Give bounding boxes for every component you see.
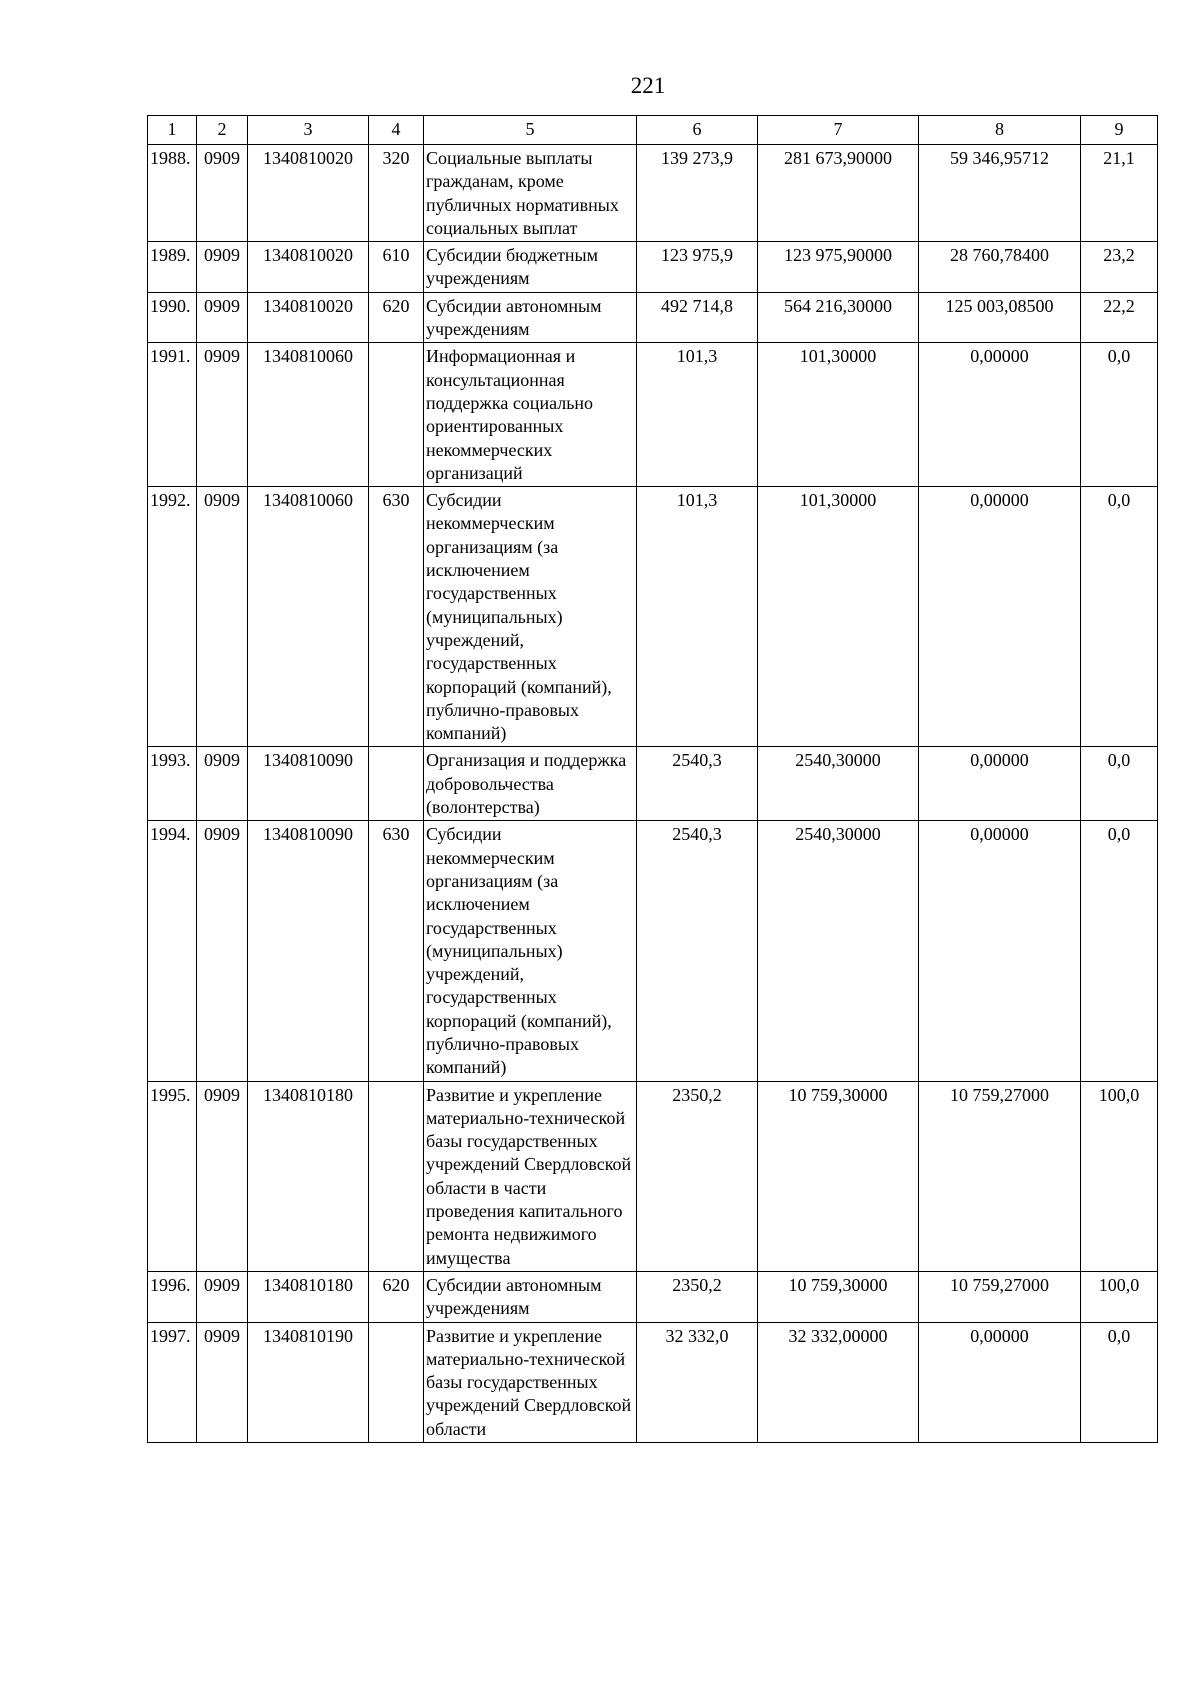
row-number: 1988. xyxy=(148,145,197,242)
target-code: 1340810020 xyxy=(248,145,369,242)
value-col-8: 10 759,27000 xyxy=(919,1271,1081,1322)
row-number: 1992. xyxy=(148,487,197,747)
table-row xyxy=(148,1322,1158,1442)
expense-type: 620 xyxy=(369,292,424,343)
value-col-6: 2540,3 xyxy=(637,747,758,821)
value-col-6: 2540,3 xyxy=(637,821,758,1081)
column-header: 1 xyxy=(148,116,197,145)
table-row xyxy=(148,242,1158,293)
value-col-7: 101,30000 xyxy=(758,343,919,487)
value-col-6: 2350,2 xyxy=(637,1081,758,1271)
expense-type: 610 xyxy=(369,242,424,293)
section-code: 0909 xyxy=(197,1271,248,1322)
expense-type xyxy=(369,343,424,487)
budget-table xyxy=(147,115,1158,1443)
value-col-6: 139 273,9 xyxy=(637,145,758,242)
value-col-8: 10 759,27000 xyxy=(919,1081,1081,1271)
target-code: 1340810090 xyxy=(248,747,369,821)
section-code: 0909 xyxy=(197,821,248,1081)
expense-type: 320 xyxy=(369,145,424,242)
table-row xyxy=(148,1081,1158,1271)
value-col-8: 0,00000 xyxy=(919,821,1081,1081)
value-col-9: 100,0 xyxy=(1081,1271,1158,1322)
item-name: Субсидии некоммерческим организациям (за исключением государственных (муниципальных) учреждений, государственных корпораций (компаний), публично-правовых компаний) xyxy=(424,821,637,1081)
value-col-6: 492 714,8 xyxy=(637,292,758,343)
expense-type xyxy=(369,747,424,821)
value-col-6: 32 332,0 xyxy=(637,1322,758,1442)
value-col-7: 32 332,00000 xyxy=(758,1322,919,1442)
target-code: 1340810190 xyxy=(248,1322,369,1442)
column-header: 2 xyxy=(197,116,248,145)
row-number: 1994. xyxy=(148,821,197,1081)
target-code: 1340810090 xyxy=(248,821,369,1081)
value-col-7: 2540,30000 xyxy=(758,747,919,821)
table-row xyxy=(148,747,1158,821)
section-code: 0909 xyxy=(197,343,248,487)
value-col-6: 123 975,9 xyxy=(637,242,758,293)
row-number: 1997. xyxy=(148,1322,197,1442)
target-code: 1340810060 xyxy=(248,487,369,747)
value-col-8: 59 346,95712 xyxy=(919,145,1081,242)
value-col-8: 28 760,78400 xyxy=(919,242,1081,293)
row-number: 1993. xyxy=(148,747,197,821)
item-name: Организация и поддержка добровольчества (волонтерства) xyxy=(424,747,637,821)
section-code: 0909 xyxy=(197,1081,248,1271)
value-col-8: 0,00000 xyxy=(919,487,1081,747)
column-header: 7 xyxy=(758,116,919,145)
value-col-7: 10 759,30000 xyxy=(758,1081,919,1271)
value-col-6: 101,3 xyxy=(637,487,758,747)
value-col-8: 125 003,08500 xyxy=(919,292,1081,343)
expense-type xyxy=(369,1081,424,1271)
column-header: 9 xyxy=(1081,116,1158,145)
value-col-8: 0,00000 xyxy=(919,747,1081,821)
value-col-7: 2540,30000 xyxy=(758,821,919,1081)
value-col-9: 0,0 xyxy=(1081,747,1158,821)
value-col-9: 0,0 xyxy=(1081,1322,1158,1442)
item-name: Развитие и укрепление материально-технической базы государственных учреждений Свердловской области xyxy=(424,1322,637,1442)
section-code: 0909 xyxy=(197,747,248,821)
value-col-6: 2350,2 xyxy=(637,1271,758,1322)
row-number: 1991. xyxy=(148,343,197,487)
column-header: 3 xyxy=(248,116,369,145)
value-col-7: 101,30000 xyxy=(758,487,919,747)
row-number: 1990. xyxy=(148,292,197,343)
value-col-7: 123 975,90000 xyxy=(758,242,919,293)
value-col-9: 0,0 xyxy=(1081,343,1158,487)
value-col-9: 23,2 xyxy=(1081,242,1158,293)
item-name: Субсидии автономным учреждениям xyxy=(424,292,637,343)
value-col-9: 100,0 xyxy=(1081,1081,1158,1271)
column-header: 8 xyxy=(919,116,1081,145)
item-name: Субсидии бюджетным учреждениям xyxy=(424,242,637,293)
section-code: 0909 xyxy=(197,487,248,747)
section-code: 0909 xyxy=(197,292,248,343)
target-code: 1340810180 xyxy=(248,1081,369,1271)
value-col-9: 0,0 xyxy=(1081,487,1158,747)
table-row xyxy=(148,292,1158,343)
item-name: Субсидии автономным учреждениям xyxy=(424,1271,637,1322)
item-name: Развитие и укрепление материально-технической базы государственных учреждений Свердловской области в части проведения капитального ремонта недвижимого имущества xyxy=(424,1081,637,1271)
value-col-6: 101,3 xyxy=(637,343,758,487)
row-number: 1989. xyxy=(148,242,197,293)
value-col-8: 0,00000 xyxy=(919,343,1081,487)
column-header: 6 xyxy=(637,116,758,145)
row-number: 1995. xyxy=(148,1081,197,1271)
item-name: Субсидии некоммерческим организациям (за исключением государственных (муниципальных) учреждений, государственных корпораций (компаний), публично-правовых компаний) xyxy=(424,487,637,747)
expense-type: 630 xyxy=(369,821,424,1081)
expense-type: 630 xyxy=(369,487,424,747)
page-number: 221 xyxy=(630,73,666,98)
section-code: 0909 xyxy=(197,145,248,242)
target-code: 1340810180 xyxy=(248,1271,369,1322)
table-row xyxy=(148,487,1158,747)
value-col-8: 0,00000 xyxy=(919,1322,1081,1442)
target-code: 1340810020 xyxy=(248,242,369,293)
expense-type: 620 xyxy=(369,1271,424,1322)
value-col-7: 10 759,30000 xyxy=(758,1271,919,1322)
value-col-7: 281 673,90000 xyxy=(758,145,919,242)
target-code: 1340810020 xyxy=(248,292,369,343)
section-code: 0909 xyxy=(197,1322,248,1442)
target-code: 1340810060 xyxy=(248,343,369,487)
table-header-row xyxy=(148,116,1158,145)
table-row xyxy=(148,821,1158,1081)
value-col-7: 564 216,30000 xyxy=(758,292,919,343)
table-row xyxy=(148,343,1158,487)
table-row xyxy=(148,145,1158,242)
item-name: Информационная и консультационная поддержка социально ориентированных некоммерческих организаций xyxy=(424,343,637,487)
value-col-9: 22,2 xyxy=(1081,292,1158,343)
item-name: Социальные выплаты гражданам, кроме публичных нормативных социальных выплат xyxy=(424,145,637,242)
table-row xyxy=(148,1271,1158,1322)
value-col-9: 21,1 xyxy=(1081,145,1158,242)
expense-type xyxy=(369,1322,424,1442)
column-header: 5 xyxy=(424,116,637,145)
row-number: 1996. xyxy=(148,1271,197,1322)
value-col-9: 0,0 xyxy=(1081,821,1158,1081)
column-header: 4 xyxy=(369,116,424,145)
section-code: 0909 xyxy=(197,242,248,293)
